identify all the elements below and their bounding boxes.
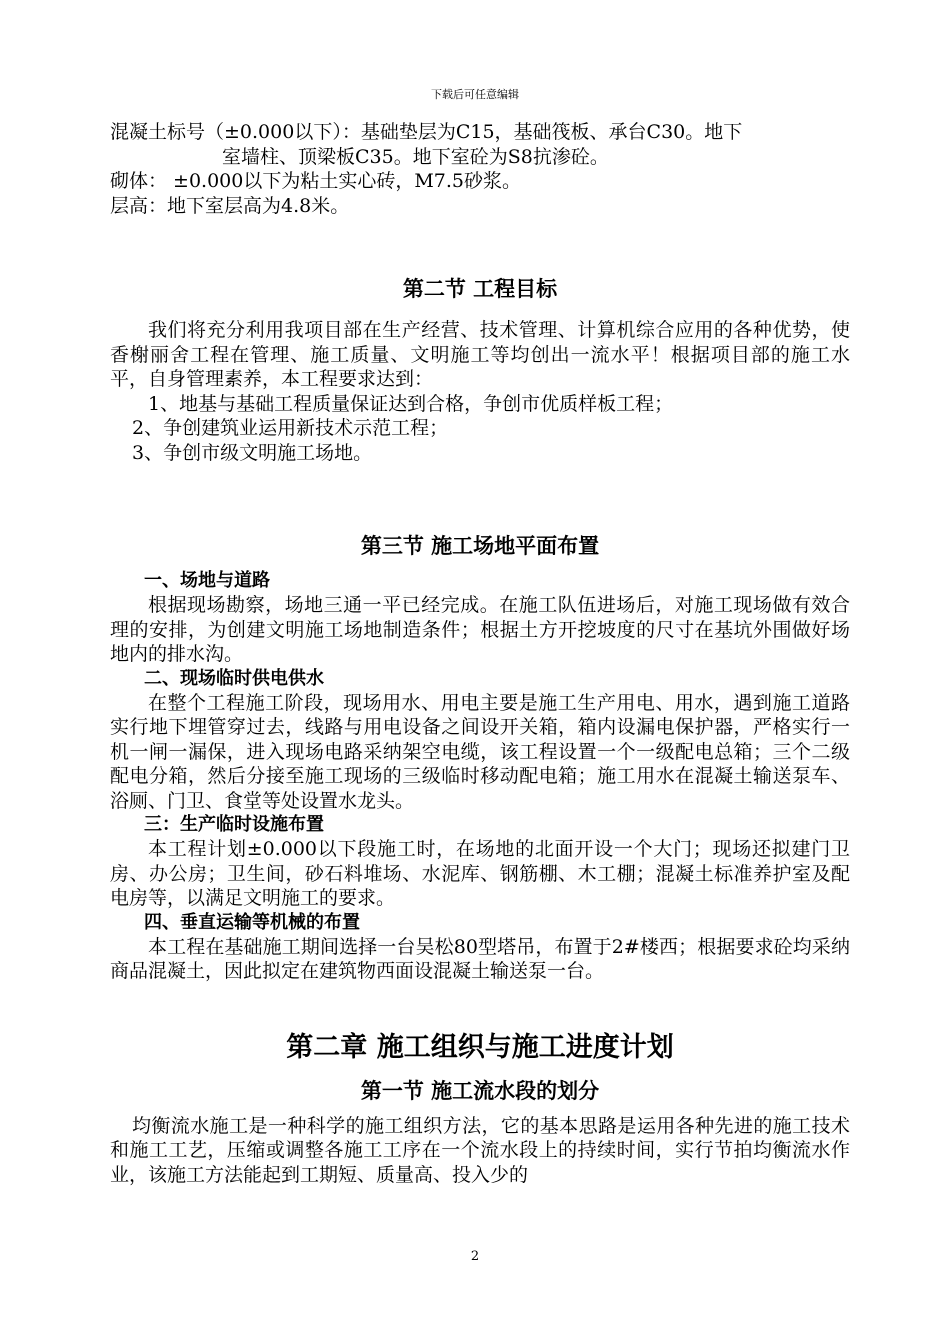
subsection-temp-facilities: 三：生产临时设施布置	[144, 814, 324, 835]
page-number: 2	[470, 1249, 480, 1264]
chapter2-section1-title: 第一节 施工流水段的划分	[360, 1078, 600, 1103]
subsection-vertical-transport: 四、垂直运输等机械的布置	[144, 911, 360, 933]
site-roads-body: 根据现场勘察，场地三通一平已经完成。在施工队伍进场后，对施工现场做有效合理的安排，为创建文明施工场地制造条件；根据土方开挖坡度的尺寸在基坑外围做好场地内的排水沟。	[110, 594, 850, 665]
vertical-transport-body: 本工程在基础施工期间选择一台吴松80型塔吊，布置于2#楼西；根据要求砼均采纳商品混凝土，因此拟定在建筑物西面设混凝土输送泵一台。	[110, 935, 850, 982]
chapter2-section1-body: 均衡流水施工是一种科学的施工组织方法，它的基本思路是运用各种先进的施工技术和施工工艺，压缩或调整各施工工序在一个流水段上的持续时间，实行节拍均衡流水作业，该施工方法能起到工期短、质量高、投入少的	[110, 1114, 850, 1186]
masonry-line: 砌体： ±0.000以下为粘土实心砖，M7.5砂浆。	[110, 170, 522, 192]
goal-item-2: 2、争创建筑业运用新技术示范工程；	[132, 417, 449, 439]
section3-title: 第三节 施工场地平面布置	[360, 534, 600, 558]
chapter2-title: 第二章 施工组织与施工进度计划	[286, 1031, 674, 1063]
section2-intro: 我们将充分利用我项目部在生产经营、技术管理、计算机综合应用的各种优势，使香榭丽舍工程在管理、施工质量、文明施工等均创出一流水平！根据项目部的施工水平，自身管理素养，本工程要求达到：	[110, 319, 850, 390]
subsection-site-roads: 一、场地与道路	[144, 570, 270, 591]
power-water-body: 在整个工程施工阶段，现场用水、用电主要是施工生产用电、用水，遇到施工道路实行地下埋管穿过去，线路与用电设备之间设开关箱，箱内设漏电保护器，严格实行一机一闸一漏保，进入现场电路采纳架空电缆，该工程设置一个一级配电总箱；三个二级配电分箱，然后分接至施工现场的三级临时移动配电箱；施工用水在混凝土输送泵车、浴厕、门卫、食堂等处设置水龙头。	[110, 691, 850, 812]
concrete-grade-line-1: 混凝土标号（±0.000以下）：基础垫层为C15，基础筏板、承台C30。地下	[110, 121, 743, 143]
document-body	[110, 120, 850, 1187]
goal-item-3: 3、争创市级文明施工场地。	[132, 441, 373, 464]
subsection-power-water: 二、现场临时供电供水	[144, 667, 324, 689]
floor-height-line: 层高：地下室层高为4.8米。	[110, 194, 350, 217]
page-header: 下载后可任意编辑	[431, 88, 519, 101]
temp-facilities-body: 本工程计划±0.000以下段施工时，在场地的北面开设一个大门；现场还拟建门卫房、办公房；卫生间，砂石料堆场、水泥库、钢筋棚、木工棚；混凝土标准养护室及配电房等，以满足文明施工的要求。	[110, 838, 850, 909]
goal-item-1: 1、地基与基础工程质量保证达到合格，争创市优质样板工程；	[148, 392, 674, 415]
concrete-grade-line-2: 室墙柱、顶梁板C35。地下室砼为S8抗渗砼。	[222, 145, 609, 168]
section2-title: 第二节 工程目标	[402, 277, 558, 301]
